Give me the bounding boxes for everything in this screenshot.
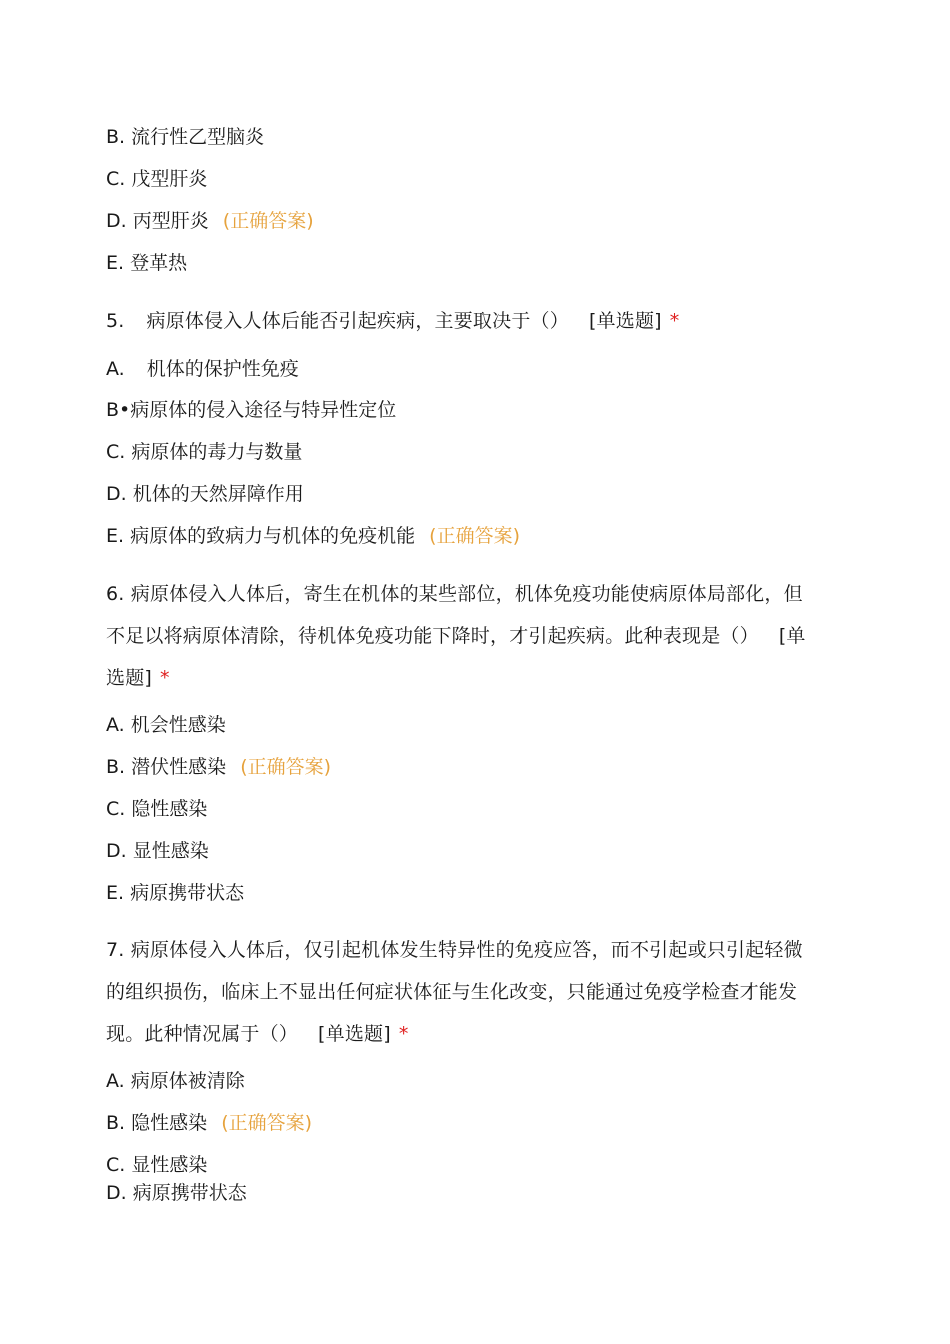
correct-answer-label: (正确答案): [221, 1112, 313, 1134]
question-number: 5.: [106, 310, 125, 332]
option-a[interactable]: [106, 357, 299, 381]
option-letter: A.: [106, 358, 125, 380]
option-letter: C.: [106, 168, 126, 190]
question-type-tag: [单: [778, 625, 806, 647]
option-letter: A.: [106, 714, 125, 736]
option-c[interactable]: [106, 440, 302, 464]
correct-answer-label: (正确答案): [429, 525, 520, 547]
option-text: 病原携带状态: [130, 882, 245, 904]
option-letter: C.: [106, 1154, 126, 1176]
question-6-stem-line1: [106, 582, 803, 606]
question-text: 7. 病原体侵入人体后，仅引起机体发生特异性的免疫应答，而不引起或只引起轻微: [106, 939, 803, 961]
question-7-stem-line1: [106, 938, 803, 962]
option-e[interactable]: [106, 881, 244, 905]
option-b[interactable]: [106, 1111, 312, 1135]
required-asterisk: *: [160, 667, 170, 689]
option-c[interactable]: [106, 167, 207, 191]
option-text: 病原携带状态: [132, 1182, 247, 1204]
question-type-tag: 选题]: [106, 667, 153, 689]
option-letter: D.: [106, 1182, 127, 1204]
option-text: 病原体的毒力与数量: [131, 441, 303, 463]
option-text: 隐性感染: [131, 798, 208, 820]
option-letter: E.: [106, 252, 125, 274]
option-c[interactable]: [106, 797, 207, 821]
option-text: 潜伏性感染: [131, 756, 227, 778]
option-d[interactable]: [106, 482, 304, 506]
option-letter: B•: [106, 399, 131, 421]
option-d[interactable]: [106, 209, 314, 233]
question-6-stem-line2: [106, 624, 806, 648]
option-text: 丙型肝炎: [132, 210, 209, 232]
question-text: 不足以将病原体清除，待机体免疫功能下降时，才引起疾病。此种表现是（）: [106, 625, 759, 647]
option-d[interactable]: [106, 1181, 247, 1205]
question-type-tag: [单选题]: [318, 1023, 391, 1045]
option-d[interactable]: [106, 839, 209, 863]
option-text: 显性感染: [132, 840, 209, 862]
option-letter: D.: [106, 840, 127, 862]
option-letter: B.: [106, 756, 126, 778]
option-text: 机体的天然屏障作用: [132, 483, 304, 505]
option-letter: D.: [106, 210, 127, 232]
option-letter: A.: [106, 1070, 125, 1092]
option-text: 机体的保护性免疫: [146, 358, 299, 380]
option-e[interactable]: [106, 251, 187, 275]
question-type-tag: [单选题]: [588, 310, 662, 332]
option-b[interactable]: [106, 755, 331, 779]
question-text: 的组织损伤，临床上不显出任何症状体征与生化改变，只能通过免疫学检查才能发: [106, 981, 798, 1003]
option-letter: D.: [106, 483, 127, 505]
option-text: 病原体被清除: [130, 1070, 245, 1092]
required-asterisk: *: [398, 1023, 409, 1045]
option-text: 病原体的侵入途径与特异性定位: [130, 399, 397, 421]
question-6-stem-line3: [106, 666, 170, 690]
option-letter: C.: [106, 441, 126, 463]
option-letter: B.: [106, 126, 126, 148]
correct-answer-label: (正确答案): [222, 210, 314, 232]
option-a[interactable]: [106, 713, 226, 737]
option-letter: C.: [106, 798, 126, 820]
option-a[interactable]: [106, 1069, 245, 1093]
correct-answer-label: (正确答案): [240, 756, 332, 778]
option-b[interactable]: [106, 125, 264, 149]
question-text: 6. 病原体侵入人体后，寄生在机体的某些部位，机体免疫功能使病原体局部化，但: [106, 583, 803, 605]
option-text: 显性感染: [131, 1154, 208, 1176]
question-text: 病原体侵入人体后能否引起疾病，主要取决于（）: [146, 310, 569, 332]
question-text: 现。此种情况属于（）: [106, 1023, 299, 1045]
required-asterisk: *: [669, 310, 680, 332]
question-5-stem: [106, 309, 679, 333]
option-letter: E.: [106, 882, 125, 904]
question-7-stem-line3: [106, 1022, 409, 1046]
option-text: 流行性乙型脑炎: [131, 126, 265, 148]
option-b[interactable]: [106, 398, 396, 422]
option-text: 机会性感染: [130, 714, 226, 736]
question-7-stem-line2: [106, 980, 797, 1004]
option-e[interactable]: [106, 524, 520, 548]
option-c[interactable]: [106, 1153, 207, 1177]
option-letter: E.: [106, 525, 125, 547]
option-text: 病原体的致病力与机体的免疫机能: [130, 525, 416, 547]
option-letter: B.: [106, 1112, 126, 1134]
option-text: 登革热: [130, 252, 188, 274]
option-text: 戊型肝炎: [131, 168, 208, 190]
option-text: 隐性感染: [131, 1112, 208, 1134]
